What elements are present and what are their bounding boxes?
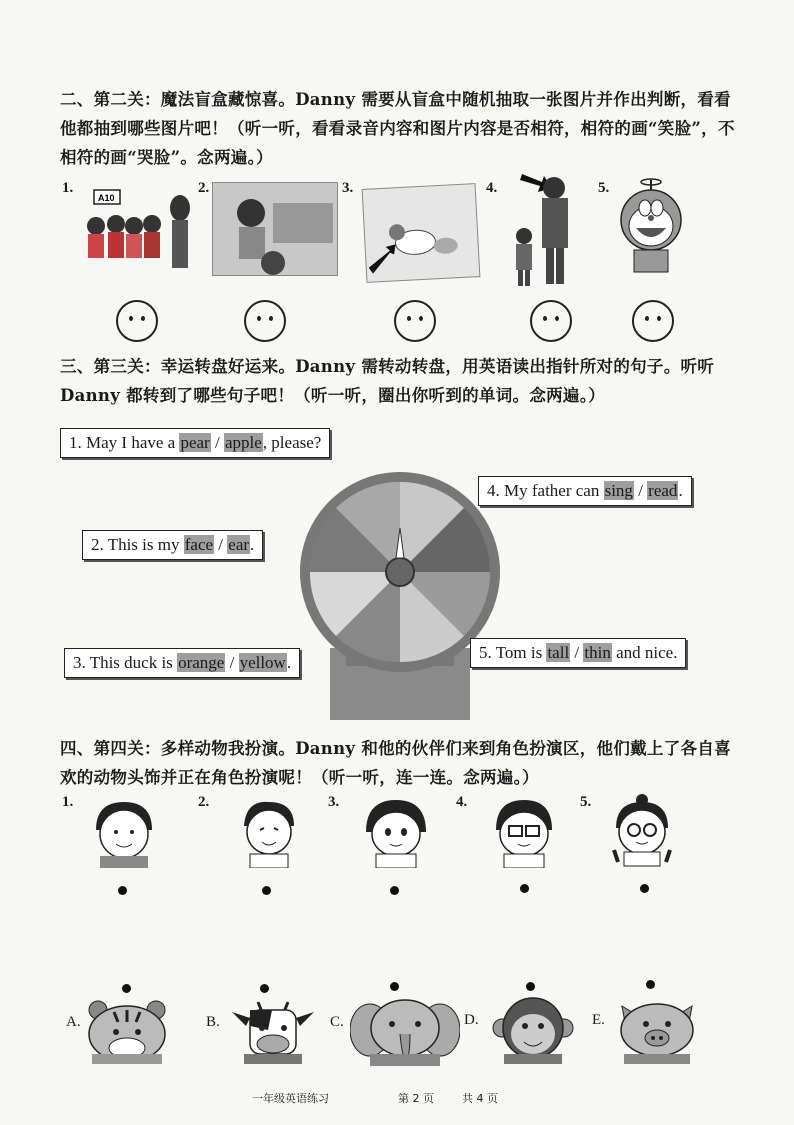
kid-portrait-1	[86, 796, 162, 868]
picture-cow-farm	[362, 183, 481, 283]
cow-mask-icon	[228, 996, 318, 1066]
sentence-text: 2. This is my	[91, 535, 184, 554]
section2-instructions: 二、第二关：魔法盲盒藏惊喜。Danny 需要从盲盒中随机抽取一张图片并作出判断，看看他都抽到哪些图片吧！（听一听，看看录音内容和图片内容是否相符，相符的画“笑脸”，不相符的画“哭脸”。念两遍。）	[60, 90, 735, 167]
answer-face-circle[interactable]	[116, 300, 158, 342]
option-letter: D.	[464, 1012, 479, 1028]
word-option[interactable]: orange	[178, 653, 225, 672]
separator: /	[570, 643, 584, 662]
sentence-text: , please?	[262, 433, 322, 452]
match-dot-top[interactable]	[640, 884, 649, 893]
picture-man-and-boy	[508, 166, 600, 290]
sentence-box-3	[64, 648, 300, 678]
option-letter: B.	[206, 1014, 220, 1030]
sentence-text: 4. My father can	[487, 481, 604, 500]
answer-face-circle[interactable]	[394, 300, 436, 342]
sentence-box-1	[60, 428, 330, 458]
word-option[interactable]: face	[184, 535, 214, 554]
separator: /	[210, 433, 224, 452]
option-letter: A.	[66, 1014, 81, 1030]
separator: /	[633, 481, 648, 500]
word-option[interactable]: ear	[228, 535, 250, 554]
word-option[interactable]: read	[648, 481, 678, 500]
monkey-mask-icon	[492, 994, 574, 1066]
section4-instructions: 四、第四关：多样动物我扮演。Danny 和他的伙伴们来到角色扮演区，他们戴上了各自喜欢的动物头饰并正在角色扮演呢！（听一听，连一连。念两遍。）	[60, 739, 731, 787]
footer-page: 第 2 页	[398, 1092, 434, 1105]
kid-portrait-4	[486, 796, 562, 868]
elephant-mask-icon	[350, 996, 460, 1068]
sentence-text: and nice.	[611, 643, 678, 662]
option-letter: C.	[330, 1014, 344, 1030]
match-dot-top[interactable]	[262, 886, 271, 895]
match-dot-bottom[interactable]	[646, 980, 655, 989]
match-dot-bottom[interactable]	[526, 982, 535, 991]
match-dot-top[interactable]	[118, 886, 127, 895]
sign-text: A10	[98, 193, 115, 203]
footer-subject: 一年级英语练习	[252, 1092, 329, 1105]
word-option[interactable]: sing	[604, 481, 633, 500]
separator: /	[214, 535, 228, 554]
item-number: 2.	[198, 180, 210, 196]
word-option[interactable]: yellow	[239, 653, 286, 672]
item-number: 3.	[328, 794, 340, 810]
picture-children-group	[76, 186, 196, 278]
item-number: 2.	[198, 794, 210, 810]
kid-portrait-5	[604, 792, 680, 868]
lucky-wheel	[298, 458, 502, 724]
separator: /	[225, 653, 239, 672]
word-option[interactable]: tall	[547, 643, 570, 662]
item-number: 3.	[342, 180, 354, 196]
tiger-mask-icon	[84, 998, 170, 1066]
word-option[interactable]: pear	[180, 433, 210, 452]
item-number: 4.	[456, 794, 468, 810]
match-dot-bottom[interactable]	[390, 982, 399, 991]
picture-doraemon	[616, 176, 686, 280]
sentence-text: 5. Tom is	[479, 643, 547, 662]
match-dot-top[interactable]	[520, 884, 529, 893]
sentence-box-4	[478, 476, 692, 506]
answer-face-circle[interactable]	[632, 300, 674, 342]
item-number: 4.	[486, 180, 498, 196]
answer-face-circle[interactable]	[244, 300, 286, 342]
kid-portrait-3	[358, 796, 434, 868]
item-number: 5.	[580, 794, 592, 810]
word-option[interactable]: thin	[584, 643, 611, 662]
answer-face-circle[interactable]	[530, 300, 572, 342]
section3-instructions: 三、第三关：幸运转盘好运来。Danny 需转动转盘，用英语读出指针所对的句子。听听 Danny 都转到了哪些句子吧！（听一听，圈出你听到的单词。念两遍。）	[60, 357, 715, 405]
sentence-text: .	[286, 653, 292, 672]
pig-mask-icon	[612, 998, 702, 1066]
option-letter: E.	[592, 1012, 605, 1028]
sentence-box-2	[82, 530, 263, 560]
item-number: 5.	[598, 180, 610, 196]
sentence-text: .	[250, 535, 255, 554]
footer-total: 共 4 页	[462, 1092, 498, 1105]
sentence-text: 1. May I have a	[69, 433, 180, 452]
item-number: 1.	[62, 180, 74, 196]
sentence-text: 3. This duck is	[73, 653, 178, 672]
kid-portrait-2	[234, 796, 304, 868]
sentence-text: .	[678, 481, 683, 500]
sentence-box-5	[470, 638, 686, 668]
item-number: 1.	[62, 794, 74, 810]
match-dot-top[interactable]	[390, 886, 399, 895]
match-dot-bottom[interactable]	[260, 984, 269, 993]
word-option[interactable]: apple	[224, 433, 262, 452]
picture-girl-kitchen	[212, 182, 338, 276]
match-dot-bottom[interactable]	[122, 984, 131, 993]
